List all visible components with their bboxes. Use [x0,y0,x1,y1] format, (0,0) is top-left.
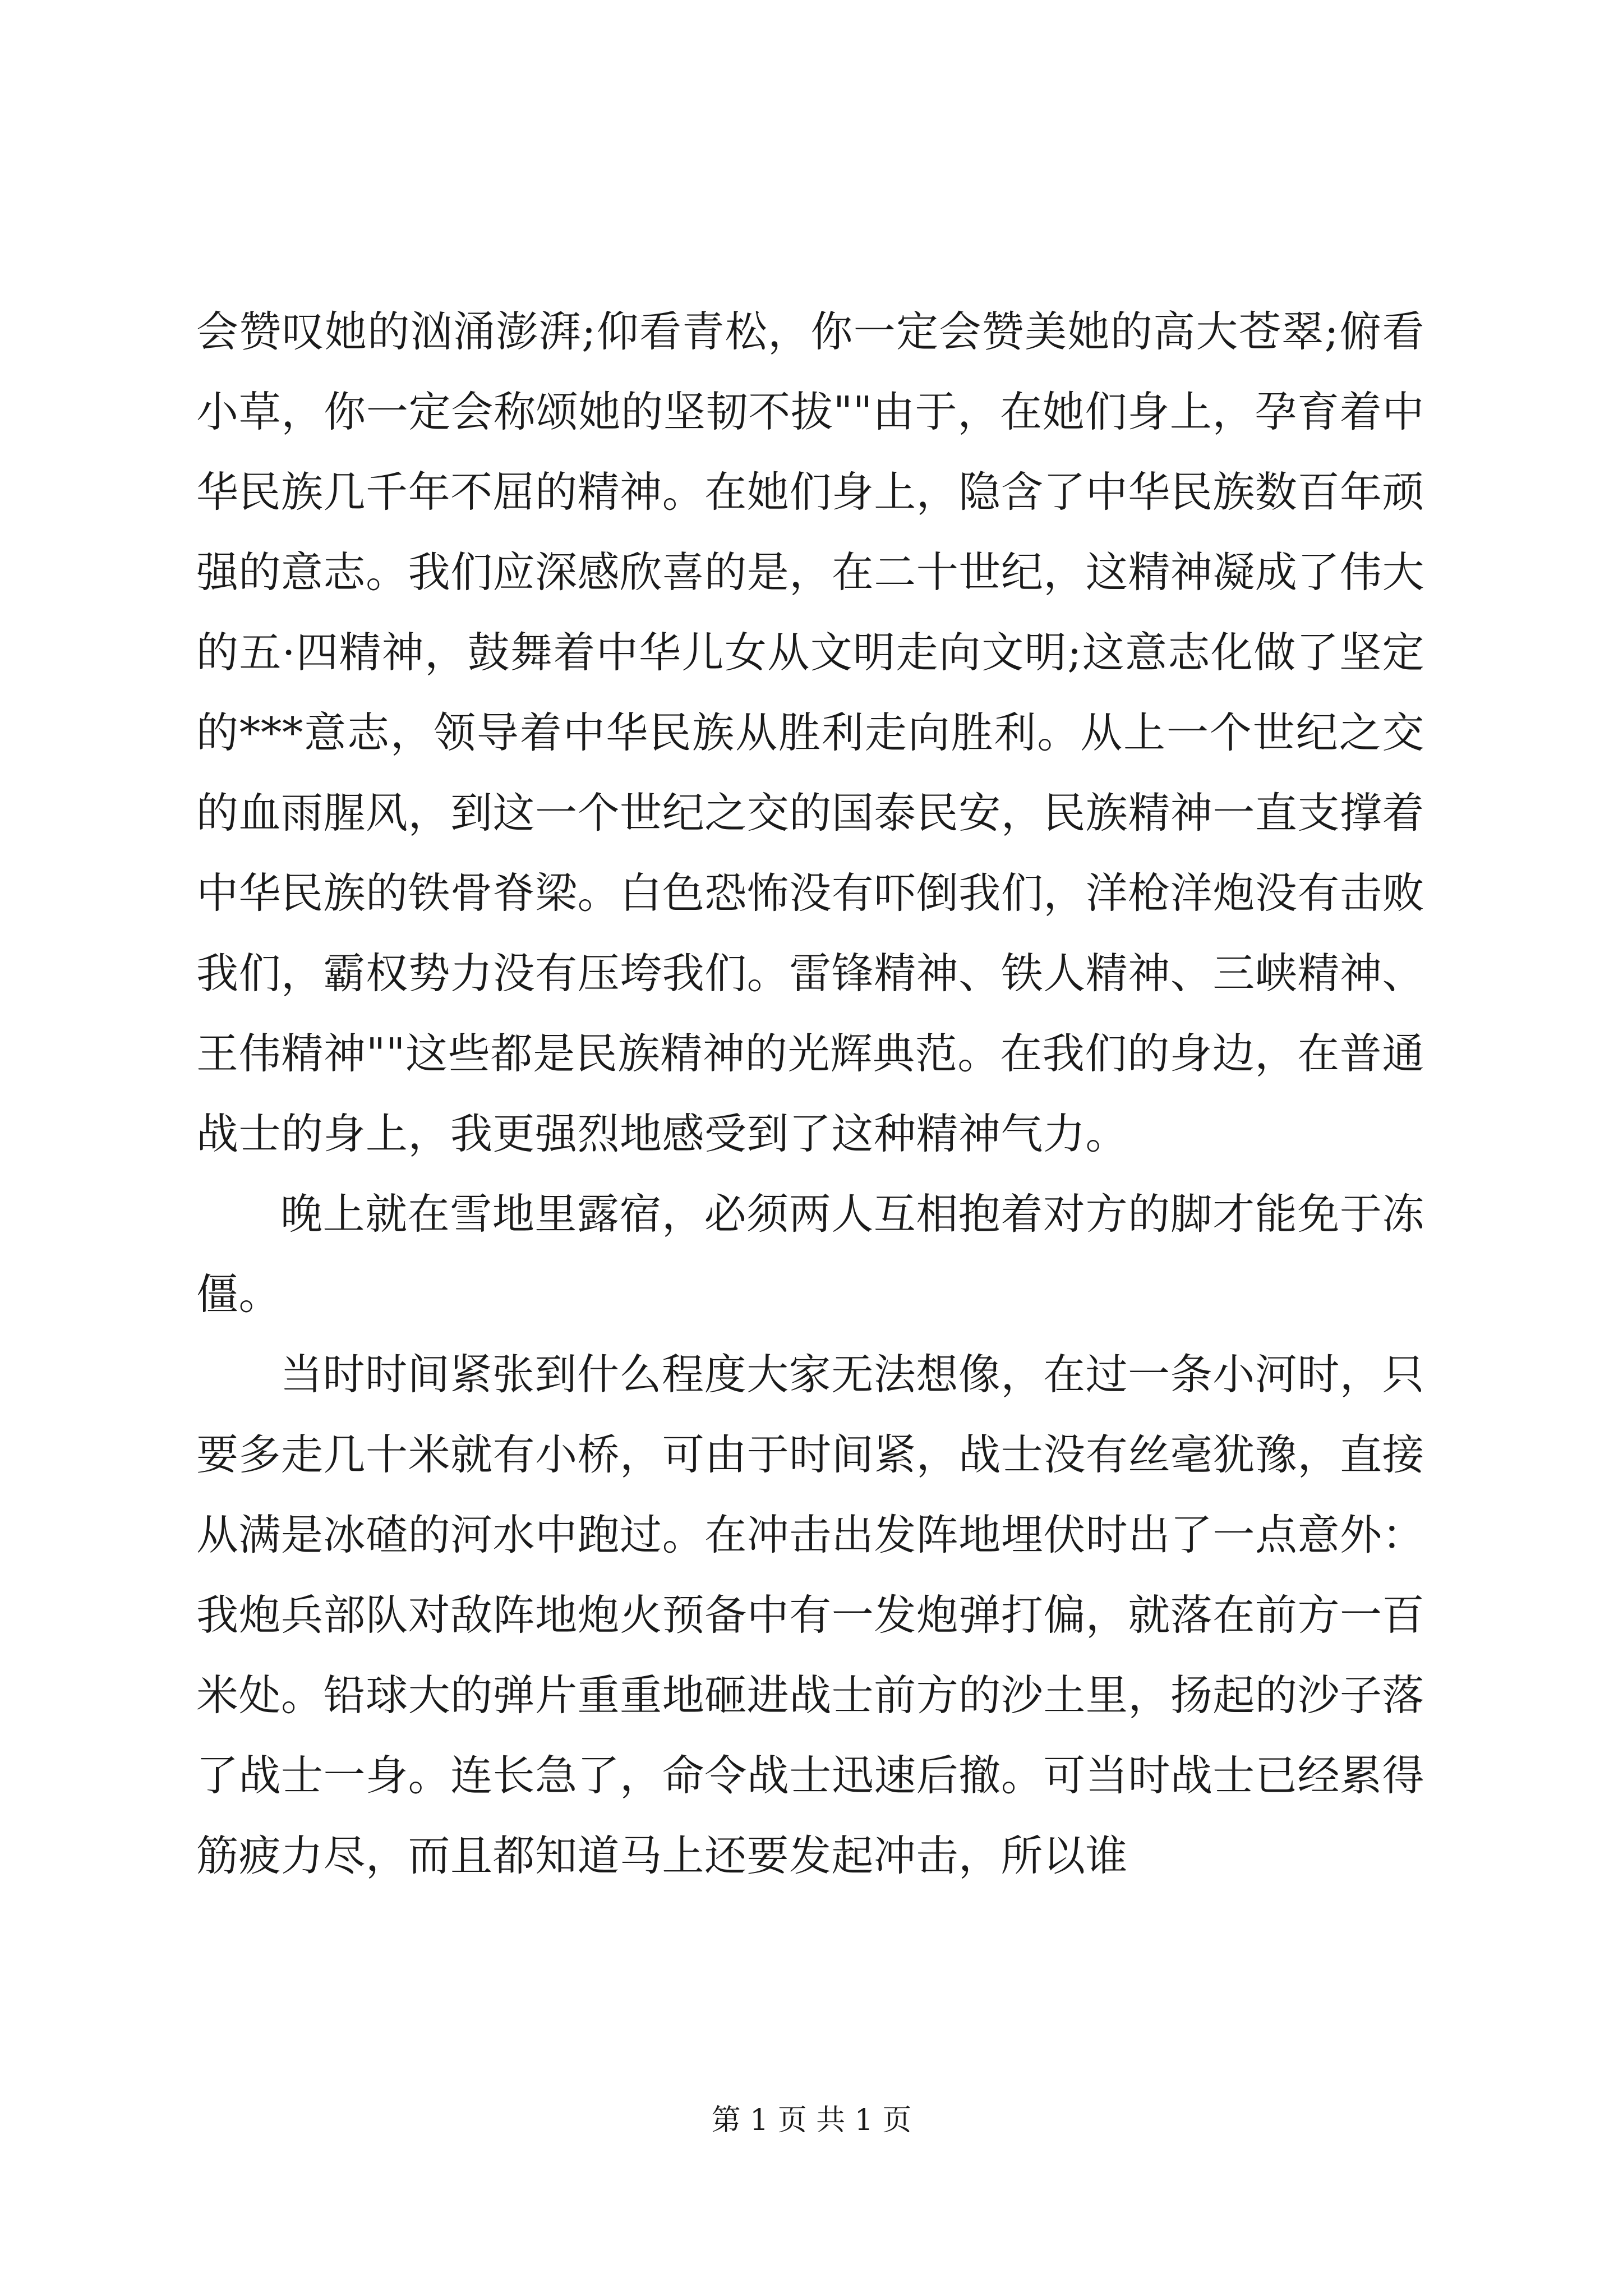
paragraph: 晚上就在雪地里露宿，必须两人互相抱着对方的脚才能免于冻僵。 [196,1189,1424,1319]
document-body [196,292,1424,1896]
paragraph: 会赞叹她的汹涌澎湃;仰看青松，你一定会赞美她的高大苍翠;俯看小草，你一定会称颂她的坚韧不拔""由于，在她们身上，孕育着中华民族几千年不屈的精神。在她们身上，隐含了中华民族数百年顽强的意志。我们应深感欣喜的是，在二十世纪，这精神凝成了伟大的五·四精神，鼓舞着中华儿女从文明走向文明;这意志化做了坚定的***意志，领导着中华民族从胜利走向胜利。从上一个世纪之交的血雨腥风，到这一个世纪之交的国泰民安，民族精神一直支撑着中华民族的铁骨脊梁。白色恐怖没有吓倒我们，洋枪洋炮没有击败我们，霸权势力没有压垮我们。雷锋精神、铁人精神、三峡精神、王伟精神""这些都是民族精神的光辉典范。在我们的身边，在普通战士的身上，我更强烈地感受到了这种精神气力。 [196,307,1424,1158]
paragraph: 当时时间紧张到什么程度大家无法想像，在过一条小河时，只要多走几十米就有小桥，可由于时间紧，战士没有丝毫犹豫，直接从满是冰碴的河水中跑过。在冲击出发阵地埋伏时出了一点意外：我炮兵部队对敌阵地炮火预备中有一发炮弹打偏，就落在前方一百米处。铅球大的弹片重重地砸进战士前方的沙土里，扬起的沙子落了战士一身。连长急了，命令战士迅速后撤。可当时战士已经累得筋疲力尽，而且都知道马上还要发起冲击，所以谁 [196,1350,1424,1880]
page-footer: 第 1 页 共 1 页 [711,2104,912,2137]
